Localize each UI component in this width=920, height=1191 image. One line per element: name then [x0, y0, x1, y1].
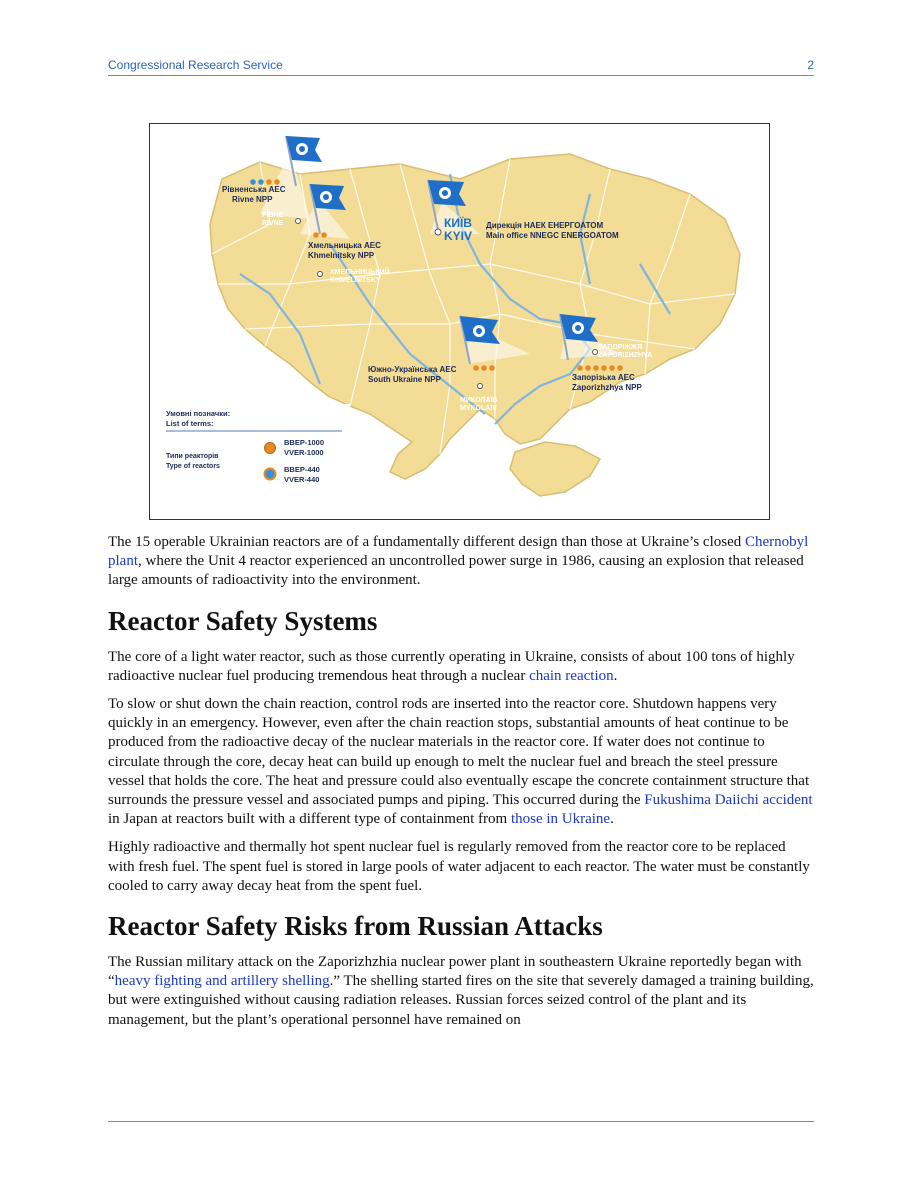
mykolaiv-city-uk: МИКОЛАЇВ: [460, 397, 498, 404]
kyiv-label-uk: КИЇВ: [444, 216, 472, 230]
body-content: [108, 533, 814, 1039]
vver440-icon: [265, 469, 276, 480]
legend-types-uk: Типи реакторів: [166, 453, 219, 460]
mykolaiv-city-en: MYKOLAIV: [460, 405, 497, 412]
those-in-ukraine-link[interactable]: those in Ukraine: [510, 811, 611, 828]
legend-vver1000-uk: ВВЕР-1000: [284, 438, 325, 447]
rivne-city-uk: РІВНЕ: [262, 212, 284, 219]
paragraph-russian-attack: The Russian military attack on the Zaporizhzhia nuclear power plant in southeastern Ukraine reportedly began with “heavy fighting and artillery shelling.” The shelling started fires on the site that severely damaged a training building, but were extinguished without causing radiation releases. Russian forces seized control of the plant and its management, but the plant’s operational personnel have remained on: [108, 954, 814, 1028]
page-number: 2: [807, 58, 814, 72]
zaporizhzhya-city-en: ZAPORIZHZHYA: [598, 352, 653, 359]
running-header: [108, 58, 814, 74]
khmelnitsky-city-en: KHMELNITSKY: [330, 277, 381, 284]
crimea-land: [510, 442, 600, 496]
rivne-city-en: RIVNE: [262, 220, 284, 227]
legend-vver440-en: VVER-440: [284, 475, 320, 484]
heading-reactor-safety-risks: Reactor Safety Risks from Russian Attacks: [108, 911, 603, 942]
legend-title-en: List of terms:: [166, 419, 214, 428]
header-source: Congressional Research Service: [108, 58, 283, 72]
legend-vver1000-en: VVER-1000: [284, 448, 324, 457]
office-label-en: Main office NNEGC ENERGOATOM: [486, 231, 619, 240]
south-ukraine-label-en: South Ukraine NPP: [368, 375, 441, 384]
heavy-fighting-link[interactable]: heavy fighting and artillery shelling: [114, 973, 330, 990]
kyiv-label-en: KYIV: [444, 229, 473, 243]
legend-title-uk: Умовні позначки:: [166, 409, 231, 418]
map-svg: [150, 124, 769, 519]
south-ukraine-label-uk: Южно-Українська АЕС: [368, 365, 457, 374]
paragraph-light-water-reactor: The core of a light water reactor, such as those currently operating in Ukraine, consists of about 100 tons of highly radioactive nuclear fuel producing tremendous heat through a nuclear chain reaction.: [108, 648, 795, 684]
heading-reactor-safety-systems: Reactor Safety Systems: [108, 605, 378, 636]
rivne-label-uk: Рівненська АЕС: [222, 185, 286, 194]
paragraph-control-rods: To slow or shut down the chain reaction, control rods are inserted into the reactor core. Shutdown happens very quickly in an emergency. However, even after the chain reaction stops, substantial amounts of heat continue to be produced from the radioactive decay of the nuclear materials in the reactor core. If water does not continue to circulate through the core, decay heat can build up enough to melt the nuclear fuel and breach the steel pressure vessel that holds the core. The heat and pressure could also eventually escape the concrete containment structure that surrounds the pressure vessel and associated pumps and piping. This occurred during the Fukushima Daiichi accident in Japan at reactors built with a different type of containment from those in Ukraine.: [108, 696, 813, 828]
legend: [158, 404, 350, 514]
zaporizhzhya-label-uk: Запорізька АЕС: [572, 373, 635, 382]
zaporizhzhya-label-en: Zaporizhzhya NPP: [572, 383, 642, 392]
zaporizhzhya-city-uk: ЗАПОРІЖЖЯ: [598, 344, 643, 351]
vver1000-icon: [265, 443, 276, 454]
khmelnitsky-city-uk: ХМЕЛЬНИЦЬКИЙ: [330, 269, 390, 276]
header-rule: [108, 75, 814, 76]
fukushima-link[interactable]: Fukushima Daiichi accident: [644, 792, 813, 809]
khmelnitsky-label-uk: Хмельницька АЕС: [308, 241, 381, 250]
paragraph-chernobyl: The 15 operable Ukrainian reactors are of a fundamentally different design than those at Ukraine’s closed Chernobyl plant, where the Unit 4 reactor experienced an uncontrolled power surge in 1986, causing an explosion that released large amounts of radioactivity into the environment.: [108, 534, 809, 589]
ukraine-npp-map: [149, 123, 770, 520]
legend-vver440-uk: ВВЕР-440: [284, 465, 320, 474]
footer-rule: [108, 1121, 814, 1122]
khmelnitsky-label-en: Khmelnitsky NPP: [308, 251, 375, 260]
rivne-label-en: Rivne NPP: [232, 195, 273, 204]
chain-reaction-link[interactable]: chain reaction: [529, 667, 614, 684]
paragraph-spent-fuel: Highly radioactive and thermally hot spent nuclear fuel is regularly removed from the reactor core to be replaced with fresh fuel. The spent fuel is stored in large pools of water adjacent to each reactor. The water must be constantly cooled to carry away decay heat from the spent fuel.: [108, 839, 810, 894]
office-label-uk: Дирекція НАЕК ЕНЕРГОАТОМ: [486, 221, 604, 230]
chernobyl-plant-link[interactable]: Chernobyl plant: [108, 534, 809, 570]
legend-types-en: Type of reactors: [166, 463, 220, 470]
